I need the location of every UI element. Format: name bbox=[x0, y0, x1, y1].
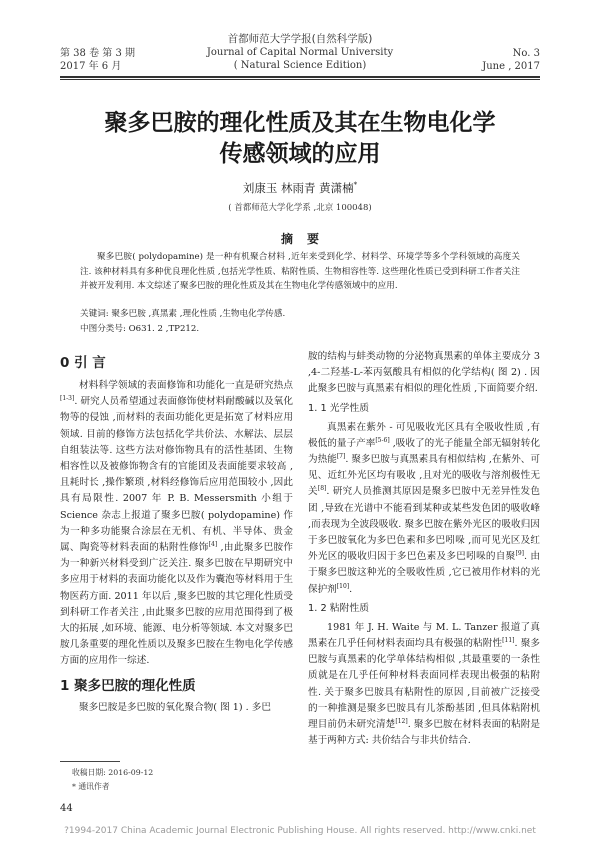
copyright-notice: ?1994-2017 China Academic Journal Electronic Publishing House. All rights reserved. http://www.cnki.net bbox=[64, 826, 536, 836]
keywords: 关键词: 聚多巴胺 ,真黑素 ,理化性质 ,生物电化学传感. bbox=[80, 309, 286, 319]
subsection-1-1-paragraph: 真黑素在紫外 - 可见吸收光区具有全吸收性质 ,有极低的量子产率[5-6] ,吸收了的光子能量全部无辐射转化为热能[7]. 聚多巴胺与真黑素具有相似结构 ,在紫外、可见、近红外光区均有吸收 ,且对光的吸收与溶剂极性无关[8]. 研究人员推测其原因是聚多巴胺中无差异性发色团 ,导致在光谱中不能看到某种或某些发色团的吸收峰 ,而表现为全波段吸收. 聚多巴胺在紫外光区的吸收归因于多巴胺氧化为多巴色素和多巴吲哚 ,而可见光区及红外光区的吸收归因于多巴色素及多巴吲哚的自聚[9]. 由于聚多巴胺这种光的全吸收性质 ,它已被用作材料的光保护剂[10]. bbox=[308, 421, 540, 595]
subsection-heading-1-1: 1. 1 光学性质 bbox=[308, 402, 369, 414]
article-title-line-1: 聚多巴胺的理化性质及其在生物电化学 bbox=[104, 110, 496, 136]
abstract-text: 聚多巴胺( polydopamine) 是一种有机聚合材料 ,近年来受到化学、材料学、环境学等多个学科领域的高度关注. 该种材料具有多种优良理化性质 ,包括光学性质、粘附性质、生物相容性等. 这些理化性质已受到科研工作者关注并被开发利用. 本文综述了聚多巴胺的理化性质及其在生物电化学传感领域中的应用. bbox=[80, 252, 520, 292]
right-column bbox=[308, 349, 540, 749]
citation-marker: [10] bbox=[336, 582, 350, 590]
citation-marker: [4] bbox=[208, 540, 218, 548]
section-heading-1: 1 聚多巴胺的理化性质 bbox=[60, 677, 196, 694]
subsection-1-2-paragraph: 1981 年 J. H. Waite 与 M. L. Tanzer 报道了真黑素在几乎任何材料表面均具有极强的粘附性[11]. 聚多巴胺与真黑素的化学单体结构相似 ,其最重要的一条性质就是在几乎任何种材料表面同样表现出极强的粘附性. 关于聚多巴胺具有粘附性的原因 ,目前被广泛接受的一种推测是聚多巴胺具有儿茶酚基团 ,但具体粘附机理目前仍未研究清楚[12]. 聚多巴胺在材料表面的粘附是基于两种方式: 共价结合与非共价结合. bbox=[308, 621, 540, 747]
journal-name-cn: 首都师范大学学报(自然科学版) bbox=[227, 33, 373, 45]
footnote-corresponding-author: * 通讯作者 bbox=[72, 782, 110, 791]
authors bbox=[0, 180, 600, 196]
affiliation: ( 首都师范大学化学系 ,北京 100048) bbox=[228, 203, 372, 213]
footnote-rule bbox=[60, 761, 120, 762]
author-names: 刘康玉 林雨青 黄潇楠 bbox=[242, 181, 354, 195]
volume-issue: 第 38 卷 第 3 期 bbox=[60, 48, 135, 59]
citation-marker: [7] bbox=[336, 452, 346, 460]
section-1-continuation: 胺的结构与蚌类动物的分泌物真黑素的单体主要成分 3 ,4-二羟基-L-苯丙氨酸具有相似的化学结构( 图 2) . 因此聚多巴胺与真黑素有相似的理化性质 ,下面简要介绍. bbox=[308, 351, 540, 395]
citation-marker: [5-6] bbox=[375, 436, 390, 444]
journal-name-en: Journal of Capital Normal University bbox=[206, 47, 394, 58]
header-rule bbox=[60, 76, 540, 78]
article-title-line-2: 传感领域的应用 bbox=[219, 141, 381, 167]
issue-number: No. 3 bbox=[512, 48, 540, 59]
subsection-heading-1-2: 1. 2 粘附性质 bbox=[308, 602, 369, 614]
citation-marker: [12] bbox=[395, 717, 408, 725]
classification-number: 中图分类号: O631. 2 ,TP212. bbox=[80, 324, 200, 334]
header-rule-thin bbox=[60, 79, 540, 80]
abstract-heading: 摘要 bbox=[280, 232, 333, 246]
issue-date-en: June , 2017 bbox=[482, 61, 540, 72]
journal-edition-en: ( Natural Science Edition) bbox=[233, 60, 367, 71]
running-header-right bbox=[482, 47, 540, 73]
footnote-received-date: 收稿日期: 2016-09-12 bbox=[72, 768, 154, 777]
page-number: 44 bbox=[60, 803, 73, 814]
citation-marker: [8] bbox=[317, 485, 327, 493]
corresponding-author-mark: * bbox=[353, 181, 358, 190]
section-1-paragraph: 聚多巴胺是多巴胺的氧化聚合物( 图 1) . 多巴 bbox=[79, 701, 271, 713]
citation-marker: [9] bbox=[515, 550, 525, 558]
section-heading-introduction: 0 引 言 bbox=[60, 355, 106, 371]
left-column bbox=[60, 354, 293, 716]
citation-marker: [11] bbox=[502, 636, 515, 644]
citation-marker: [1-3] bbox=[60, 395, 75, 403]
introduction-paragraph: 材料科学领域的表面修饰和功能化一直是研究热点[1-3]. 研究人员希望通过表面修饰使材料耐酸碱以及氧化物等的侵蚀 ,而材料的表面功能化更是拓宽了材料应用领域. 目前的修饰方法包括化学共价法、水解法、层层自组装法等. 这些方法对修饰物具有的活性基团、生物相容性以及被修饰物含有的官能团及表面能要求较高 ,且耗时长 ,操作繁琐 ,材料经修饰后应用范围较小 ,因此具有局限性. 2007 年 P. B. Messersmith 小组于 Science 杂志上报道了聚多巴胺( polydopamine) 作为一种多功能聚合涂层在无机、有机、半导体、贵金属、陶瓷等材料表面的粘附性修饰[4] ,由此聚多巴胺作为一种新兴材料受到广泛关注. 聚多巴胺在早期研究中多应用于材料的表面功能化以及作为囊泡等材料用于生物医药方面. 2011 年以后 ,聚多巴胺的其它理化性质受到科研工作者关注 ,由此聚多巴胺的应用范围得到了极大的拓展 ,如环境、能源、电分析等领域. 本文对聚多巴胺几条重要的理化性质以及聚多巴胺在生物电化学传感方面的应用作一综述. bbox=[60, 380, 293, 667]
year-month: 2017 年 6 月 bbox=[60, 61, 122, 72]
